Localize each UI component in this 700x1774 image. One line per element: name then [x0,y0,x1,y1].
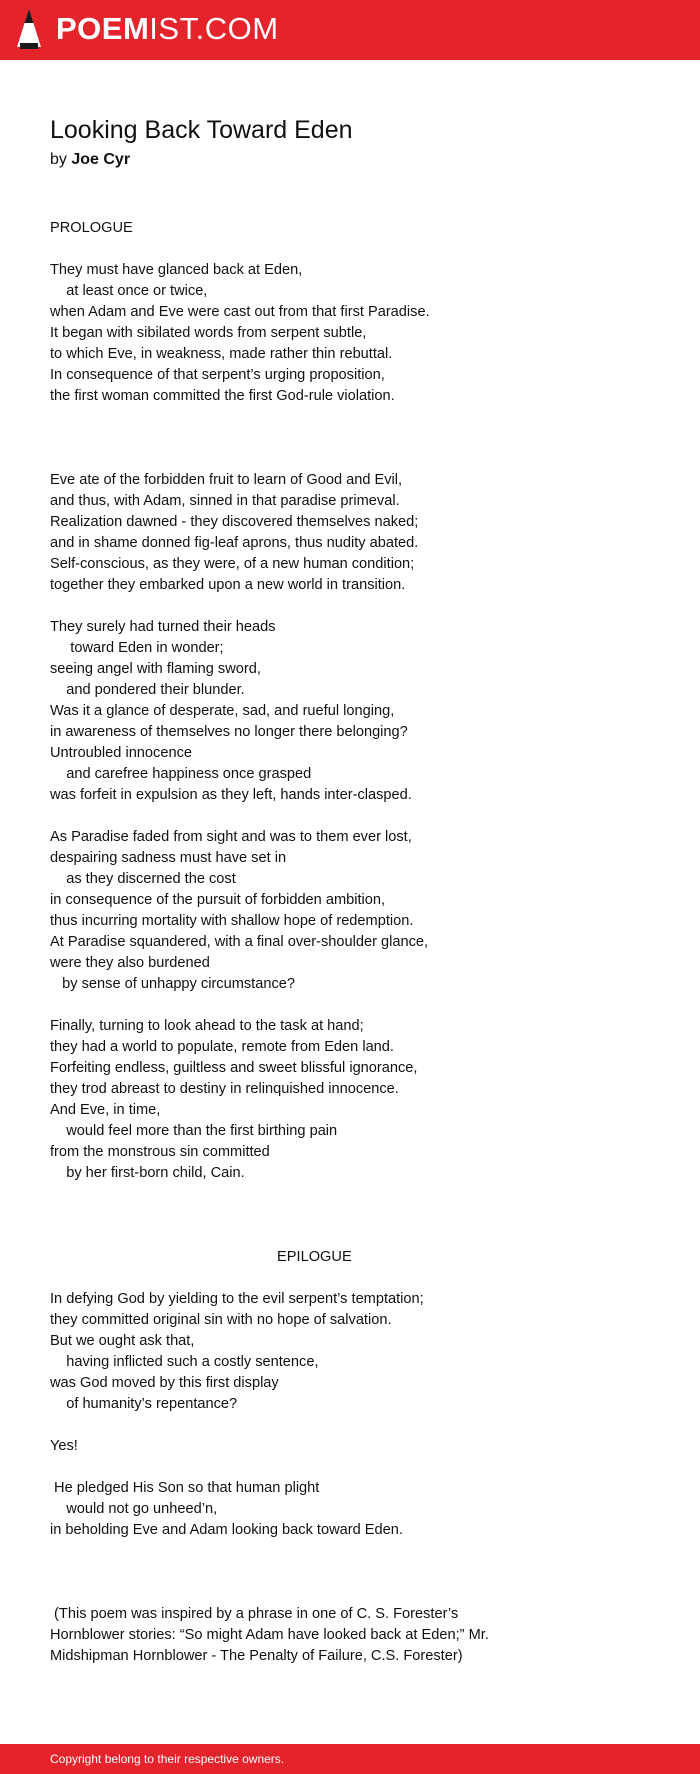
byline-prefix: by [50,151,67,168]
poem-title: Looking Back Toward Eden [50,116,353,144]
poem-line: of humanity’s repentance? [50,1396,238,1412]
poem-line: PROLOGUE [50,220,133,236]
poem-body [50,218,650,1667]
poem-line: in beholding Eve and Adam looking back toward Eden. [50,1522,403,1538]
poem-byline [50,148,650,172]
poem-line: Was it a glance of desperate, sad, and rueful longing, [50,703,395,719]
site-footer [0,1744,700,1774]
poem-line: EPILOGUE [50,1249,352,1265]
poem-line: At Paradise squandered, with a final over-shoulder glance, [50,934,429,950]
poem-line: and thus, with Adam, sinned in that paradise primeval. [50,493,400,509]
poem-line: would feel more than the first birthing pain [50,1123,338,1139]
brand-name [56,9,279,49]
poem-line: and pondered their blunder. [50,682,245,698]
poem-line: was God moved by this first display [50,1375,279,1391]
poem-line: Realization dawned - they discovered themselves naked; [50,514,419,530]
poem-line: (This poem was inspired by a phrase in one of C. S. Forester’s [50,1606,459,1622]
poem-line: In defying God by yielding to the evil serpent’s temptation; [50,1291,424,1307]
poem-line: thus incurring mortality with shallow hope of redemption. [50,913,414,929]
poem-line: together they embarked upon a new world in transition. [50,577,406,593]
poem-line: would not go unheed’n, [50,1501,218,1517]
poem-line: having inflicted such a costly sentence, [50,1354,319,1370]
poem-line [50,428,650,449]
poem-line [50,239,650,260]
poem-line: were they also burdened [50,955,210,971]
poem-line: In consequence of that serpent’s urging proposition, [50,367,385,383]
poem-line: and in shame donned fig-leaf aprons, thus nudity abated. [50,535,419,551]
poem-line: they committed original sin with no hope of salvation. [50,1312,392,1328]
poem-line: Yes! [50,1438,78,1454]
poem-line: by her first-born child, Cain. [50,1165,245,1181]
poem-line [50,1562,650,1583]
poem-line: Self-conscious, as they were, of a new human condition; [50,556,415,572]
poem-line [50,407,650,428]
poem-line [50,1583,650,1604]
site-logo-link[interactable] [16,9,279,49]
poem-line: seeing angel with flaming sword, [50,661,261,677]
poem-line: they trod abreast to destiny in relinquished innocence. [50,1081,399,1097]
poem-line: by sense of unhappy circumstance? [50,976,295,992]
poem-line: when Adam and Eve were cast out from that first Paradise. [50,304,430,320]
poem-line: Hornblower stories: “So might Adam have looked back at Eden;” Mr. [50,1627,489,1643]
poem-line: in consequence of the pursuit of forbidden ambition, [50,892,386,908]
poem-line: Midshipman Hornblower - The Penalty of Failure, C.S. Forester) [50,1648,463,1664]
poem-line: and carefree happiness once grasped [50,766,312,782]
brand-name-bold: POEM [56,11,150,46]
copyright-text: Copyright belong to their respective owners. [50,1752,285,1766]
poem-line [50,1415,650,1436]
poem-line: in awareness of themselves no longer there belonging? [50,724,408,740]
poem-line [50,1184,650,1205]
poem-line: And Eve, in time, [50,1102,161,1118]
poem-line [50,995,650,1016]
poem-line [50,1457,650,1478]
poem-line [50,1205,650,1226]
poem-line: was forfeit in expulsion as they left, hands inter-clasped. [50,787,412,803]
poem-line: despairing sadness must have set in [50,850,287,866]
poem-line: Eve ate of the forbidden fruit to learn of Good and Evil, [50,472,403,488]
poem-line: Finally, turning to look ahead to the task at hand; [50,1018,364,1034]
poem-line: to which Eve, in weakness, made rather thin rebuttal. [50,346,393,362]
poem-line: It began with sibilated words from serpent subtle, [50,325,367,341]
poem-line: Untroubled innocence [50,745,192,761]
poem-line [50,806,650,827]
poem-line: at least once or twice, [50,283,208,299]
poem-line: the first woman committed the first God-rule violation. [50,388,395,404]
pencil-tip-icon [16,9,42,49]
poem-line [50,1541,650,1562]
poem-line [50,449,650,470]
poem-line: they had a world to populate, remote from Eden land. [50,1039,394,1055]
poem-line: Forfeiting endless, guiltless and sweet blissful ignorance, [50,1060,418,1076]
author-link[interactable]: Joe Cyr [71,151,131,168]
poem-line: As Paradise faded from sight and was to them ever lost, [50,829,412,845]
poem-line: as they discerned the cost [50,871,236,887]
brand-name-light: IST.COM [149,11,279,46]
poem-line [50,1268,650,1289]
poem-line [50,1226,650,1247]
poem-line: They surely had turned their heads [50,619,276,635]
poem-line: from the monstrous sin committed [50,1144,270,1160]
poem-content [50,112,650,1667]
poem-line: He pledged His Son so that human plight [50,1480,320,1496]
poem-line: toward Eden in wonder; [50,640,224,656]
poem-line [50,596,650,617]
site-header [0,0,700,60]
poem-line: But we ought ask that, [50,1333,195,1349]
poem-line: They must have glanced back at Eden, [50,262,303,278]
